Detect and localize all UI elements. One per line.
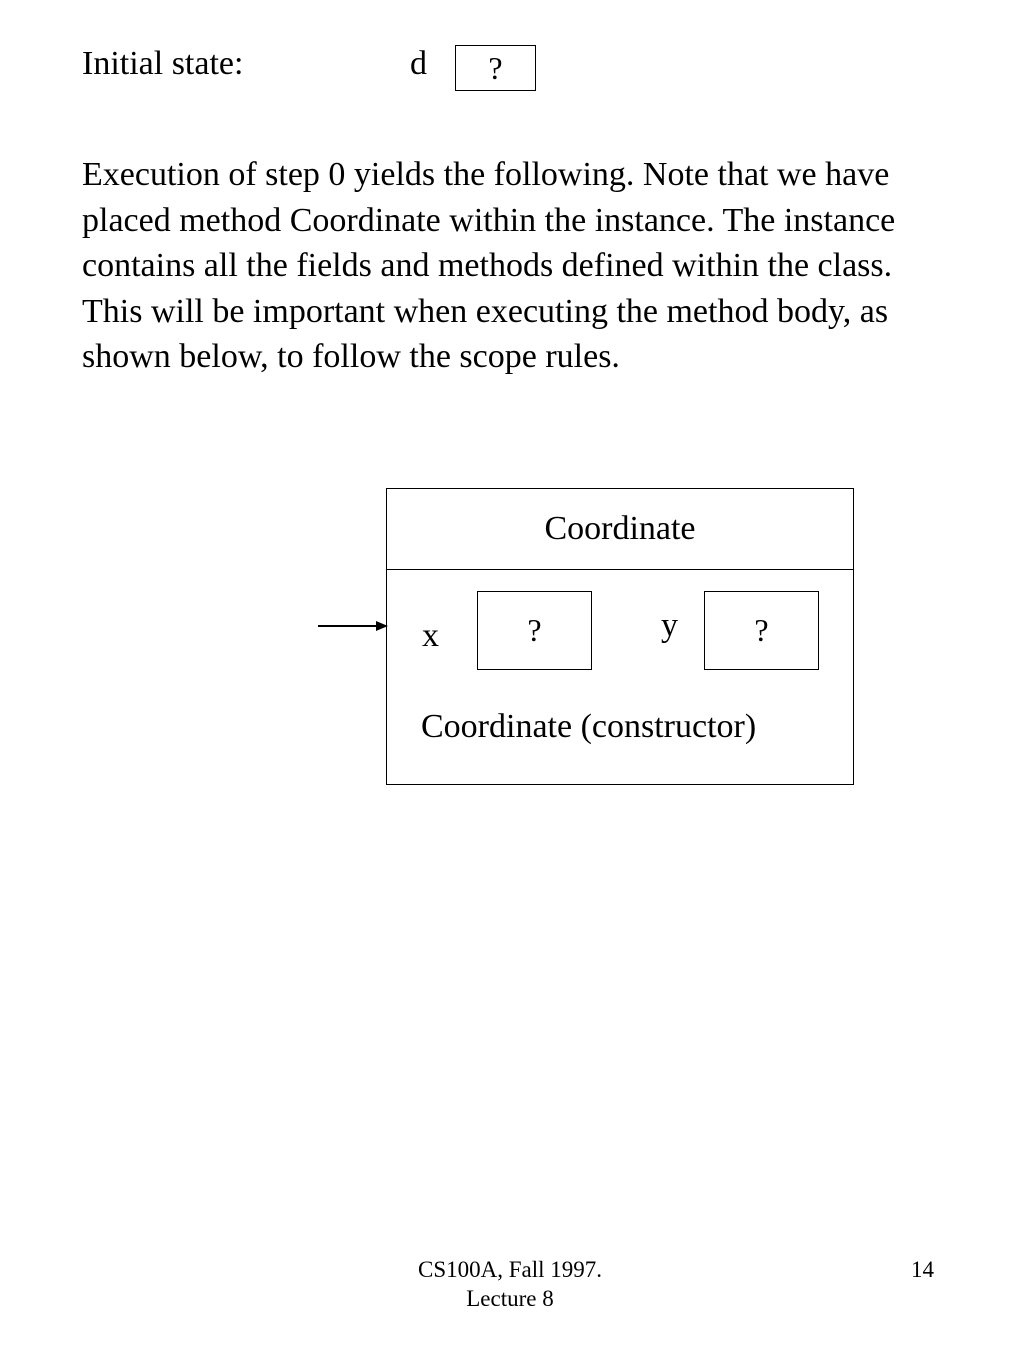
footer-course-line1: CS100A, Fall 1997. [417, 1257, 603, 1282]
field-x-name: x [422, 617, 439, 654]
variable-d-name: d [410, 45, 427, 82]
initial-state-label: Initial state: [82, 45, 244, 82]
footer-course-line2: Lecture 8 [466, 1286, 554, 1311]
field-x-value: ? [527, 612, 542, 648]
pointer-arrow-icon [316, 616, 390, 636]
field-x-box [477, 591, 592, 670]
variable-d-box [455, 45, 536, 91]
instance-class-name: Coordinate [387, 489, 853, 570]
footer-course-info [380, 1255, 640, 1313]
page-number: 14 [911, 1257, 934, 1282]
constructor-method-label: Coordinate (constructor) [421, 708, 757, 745]
field-y-box [704, 591, 819, 670]
explanation-paragraph: Execution of step 0 yields the following. Note that we have placed method Coordinate within the instance. The instance contains all the fields and methods defined within the class. This will be important when executing the method body, as shown below, to follow the scope rules. [82, 156, 896, 375]
variable-d-value: ? [488, 49, 503, 86]
field-y-value: ? [754, 612, 769, 648]
field-y-name: y [661, 607, 678, 644]
